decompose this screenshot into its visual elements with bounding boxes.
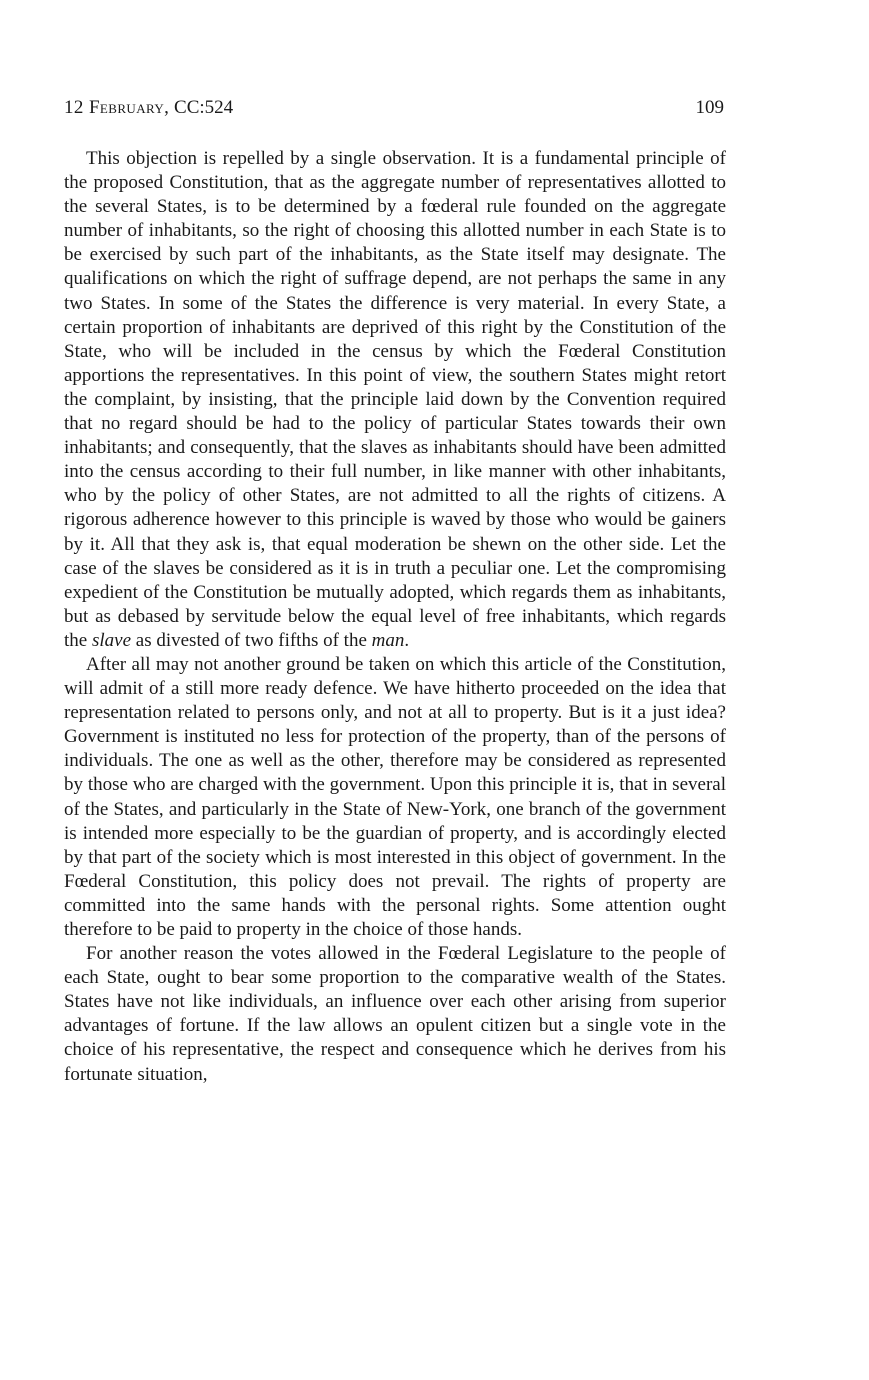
text-run: as divested of two fifths of the [131, 629, 372, 651]
text-run: This objection is repelled by a single observation. It is a fundamental principle of the proposed Constitution, that as the aggregate number of representatives allotted to the several States, is to be determined by a fœderal rule founded on the aggregate number of inhabitants, so the right of choosing this allotted number in each State is to be exercised by such part of the inhabitants, as the State itself may designate. The qualifications on which the right of suffrage depend, are not perhaps the same in any two States. In some of the States the difference is very material. In every State, a certain proportion of inhabitants are deprived of this right by the Constitution of the State, who will be included in the census by which the Fœderal Constitution apportions the representatives. In this point of view, the southern States might retort the complaint, by insisting, that the principle laid down by the Convention required that no regard should be had to the policy of particular States towards their own inhabitants; and consequently, that the slaves as inhabitants should have been admitted into the census according to their full number, in like manner with other inhabitants, who by the policy of other States, are not admitted to all the rights of citizens. A rigorous adherence however to this principle is waved by those who would be gainers by it. All that they ask is, that equal moderation be shewn on the other side. Let the case of the slaves be considered as it is in truth a peculiar one. Let the compromising expedient of the Constitution be mutually adopted, which regards them as inhabitants, but as debased by servitude below the equal level of free inhabitants, which regards the [64, 148, 726, 651]
body-text [64, 147, 726, 1087]
document-page [64, 96, 726, 1087]
running-head [64, 96, 726, 120]
running-head-left [64, 96, 233, 120]
document-reference: CC:524 [174, 97, 234, 118]
text-run: After all may not another ground be taken on which this article of the Constitution, will admit of a still more ready defence. We have hitherto proceeded on the idea that representation related to persons only, and not at all to property. But is it a just idea? Government is instituted no less for protection of the property, than of the persons of individuals. The one as well as the other, therefore may be considered as represented by those who are charged with the government. Upon this principle it is, that in several of the States, and particularly in the State of New-York, one branch of the government is intended more especially to be the guardian of property, and is accordingly elected by that part of the society which is most interested in this object of government. In the Fœderal Constitution, this policy does not prevail. The rights of property are committed into the same hands with the personal rights. Some attention ought therefore to be paid to property in the choice of those hands. [64, 653, 726, 940]
page-number: 109 [695, 97, 724, 118]
text-run: . [404, 629, 410, 651]
italic-text-run: man [371, 629, 405, 651]
paragraph [64, 147, 726, 653]
italic-text-run: slave [91, 629, 132, 651]
paragraph [64, 942, 726, 1087]
text-run: For another reason the votes allowed in the Fœderal Legislature to the people of each State, ought to bear some proportion to the comparative wealth of the States. States have not like individuals, an influence over each other arising from superior advantages of fortune. If the law allows an opulent citizen but a single vote in the choice of his representative, the respect and consequence which he derives from his fortunate situation, [64, 943, 726, 1085]
running-head-date: 12 February, [64, 97, 170, 118]
paragraph [64, 653, 726, 942]
